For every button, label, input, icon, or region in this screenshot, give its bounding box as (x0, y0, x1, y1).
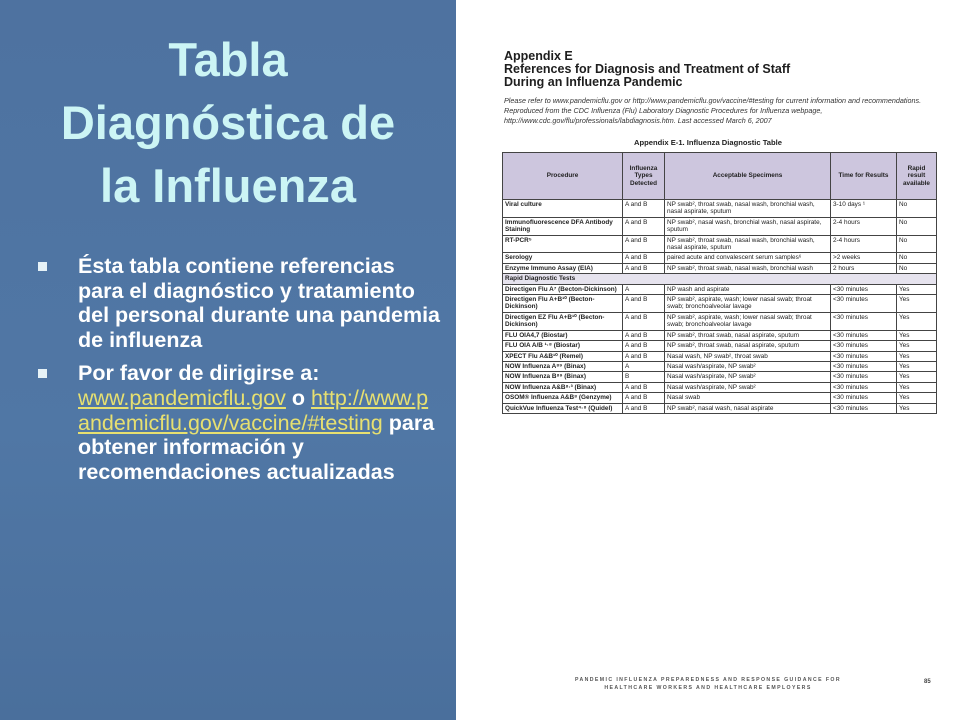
bullet-text-connector: o (285, 385, 312, 410)
section-label: Rapid Diagnostic Tests (503, 274, 937, 284)
cell-types: A and B (623, 200, 665, 218)
title-line: Diagnóstica de (60, 96, 396, 149)
table-row (503, 253, 937, 263)
cell-procedure: Enzyme Immuno Assay (EIA) (503, 263, 623, 273)
appendix-heading-line: References for Diagnosis and Treatment of Staff (504, 62, 791, 76)
cell-procedure: RT-PCR⁵ (503, 235, 623, 253)
bullet-text: Ésta tabla contiene referencias para el diagnóstico y tratamiento del personal durante una pandemia de influenza (78, 254, 440, 352)
table-row (503, 330, 937, 340)
appendix-note: Please refer to www.pandemicflu.gov or http://www.pandemicflu.gov/vaccine/#testing for current information and recommendations. Reproduced from the CDC Influenza (Flu) Laboratory Diagnostic Procedures for Influenza webpage, http://www.cdc.gov/flu/professionals/labdiagnosis.htm. Last accessed March 6, 2007 (504, 96, 922, 126)
cell-time: >2 weeks (831, 253, 897, 263)
cell-specimens: NP swab², nasal wash, bronchial wash, nasal aspirate, sputum (665, 217, 831, 235)
cell-specimens: Nasal wash/aspirate, NP swab² (665, 372, 831, 382)
table-row (503, 372, 937, 382)
table-row (503, 351, 937, 361)
cell-procedure: Viral culture (503, 200, 623, 218)
table-caption: Appendix E-1. Influenza Diagnostic Table (634, 138, 782, 147)
cell-rapid: Yes (897, 393, 937, 403)
cell-procedure: NOW Influenza B⁸⁹ (Binax) (503, 372, 623, 382)
slide-text-panel (0, 0, 456, 720)
cell-time: <30 minutes (831, 341, 897, 351)
cell-rapid: Yes (897, 295, 937, 313)
cell-types: A and B (623, 330, 665, 340)
cell-types: A and B (623, 351, 665, 361)
table-row (503, 361, 937, 371)
cell-specimens: Nasal wash/aspirate, NP swab² (665, 361, 831, 371)
appendix-heading-line: During an Influenza Pandemic (504, 75, 683, 89)
influenza-diagnostic-table (502, 152, 937, 414)
cell-time: <30 minutes (831, 393, 897, 403)
cell-types: A and B (623, 312, 665, 330)
bullet-text-suffix: para obtener información y recomendaciones actualizadas (78, 410, 435, 484)
table-row (503, 284, 937, 294)
cell-procedure: Immunofluorescence DFA Antibody Staining (503, 217, 623, 235)
cell-specimens: NP swab², aspirate, wash; lower nasal swab; throat swab; bronchoalveolar lavage (665, 312, 831, 330)
cell-procedure: Serology (503, 253, 623, 263)
footer-line: PANDEMIC INFLUENZA PREPAREDNESS AND RESPONSE GUIDANCE FOR (575, 677, 841, 683)
cell-procedure: FLU OIA4,7 (Biostar) (503, 330, 623, 340)
cell-rapid: Yes (897, 330, 937, 340)
cell-specimens: NP wash and aspirate (665, 284, 831, 294)
appendix-heading-line: Appendix E (504, 49, 573, 63)
cell-rapid: Yes (897, 312, 937, 330)
cell-rapid: No (897, 200, 937, 218)
title-line: Tabla (168, 33, 288, 86)
cell-time: <30 minutes (831, 372, 897, 382)
title-line: la Influenza (100, 159, 356, 212)
table-row (503, 295, 937, 313)
cell-types: A and B (623, 253, 665, 263)
cell-rapid: No (897, 217, 937, 235)
square-bullet-icon (38, 262, 47, 271)
cell-specimens: NP swab², throat swab, nasal aspirate, sputum (665, 330, 831, 340)
page-number: 85 (924, 679, 931, 685)
cell-procedure: Directigen Flu A+B¹⁰ (Becton-Dickinson) (503, 295, 623, 313)
column-header: Rapid result available (897, 153, 937, 200)
cell-time: 2-4 hours (831, 217, 897, 235)
document-footer (456, 676, 960, 692)
cell-time: <30 minutes (831, 361, 897, 371)
table-row (503, 200, 937, 218)
cell-types: A and B (623, 217, 665, 235)
footer-line: HEALTHCARE WORKERS AND HEALTHCARE EMPLOYERS (604, 685, 812, 691)
cell-specimens: NP swab², throat swab, nasal wash, bronchial wash (665, 263, 831, 273)
cell-procedure: Directigen EZ Flu A+B¹⁰ (Becton-Dickinson) (503, 312, 623, 330)
cell-types: A and B (623, 263, 665, 273)
column-header: Influenza Types Detected (623, 153, 665, 200)
cell-specimens: paired acute and convalescent serum samples⁶ (665, 253, 831, 263)
column-header: Procedure (503, 153, 623, 200)
table-row (503, 235, 937, 253)
square-bullet-icon (38, 369, 47, 378)
cell-rapid: No (897, 263, 937, 273)
cell-types: A and B (623, 235, 665, 253)
cell-procedure: XPECT Flu A&B¹⁰ (Remel) (503, 351, 623, 361)
cell-time: <30 minutes (831, 403, 897, 413)
cell-types: A and B (623, 295, 665, 313)
bullet-list (40, 254, 440, 493)
cell-types: A and B (623, 341, 665, 351)
table-row (503, 263, 937, 273)
cell-rapid: Yes (897, 284, 937, 294)
cell-types: A (623, 284, 665, 294)
cell-time: <30 minutes (831, 312, 897, 330)
table-section-row (503, 274, 937, 284)
cell-types: A and B (623, 393, 665, 403)
document-image-panel (456, 0, 960, 720)
table-row (503, 217, 937, 235)
cell-time: <30 minutes (831, 330, 897, 340)
cell-time: <30 minutes (831, 295, 897, 313)
table-row (503, 312, 937, 330)
cell-types: A and B (623, 403, 665, 413)
cell-rapid: Yes (897, 382, 937, 392)
cell-specimens: Nasal swab (665, 393, 831, 403)
table-row (503, 403, 937, 413)
cell-rapid: Yes (897, 361, 937, 371)
pandemicflu-link[interactable]: www.pandemicflu.gov (78, 385, 286, 410)
cell-specimens: NP swab², throat swab, nasal aspirate, sputum (665, 341, 831, 351)
cell-time: <30 minutes (831, 382, 897, 392)
table-body (503, 200, 937, 414)
cell-specimens: NP swab², aspirate, wash; lower nasal swab; throat swab; bronchoalveolar lavage (665, 295, 831, 313)
cell-rapid: Yes (897, 341, 937, 351)
cell-types: B (623, 372, 665, 382)
slide-title (0, 28, 456, 217)
cell-time: <30 minutes (831, 284, 897, 294)
cell-procedure: OSOM® Influenza A&B⁸ (Genzyme) (503, 393, 623, 403)
cell-specimens: Nasal wash, NP swab², throat swab (665, 351, 831, 361)
cell-rapid: Yes (897, 372, 937, 382)
cell-time: <30 minutes (831, 351, 897, 361)
cell-rapid: Yes (897, 403, 937, 413)
cell-time: 2-4 hours (831, 235, 897, 253)
cell-procedure: NOW Influenza A&B⁸·³ (Binax) (503, 382, 623, 392)
table-row (503, 382, 937, 392)
cell-specimens: NP swab², throat swab, nasal wash, bronchial wash, nasal aspirate, sputum (665, 235, 831, 253)
bullet-item (40, 361, 440, 484)
bullet-item (40, 254, 440, 352)
cell-procedure: QuickVue Influenza Test⁴·⁸ (Quidel) (503, 403, 623, 413)
cell-specimens: NP swab², throat swab, nasal wash, bronchial wash, nasal aspirate, sputum (665, 200, 831, 218)
cell-time: 2 hours (831, 263, 897, 273)
table-row (503, 393, 937, 403)
column-header: Time for Results (831, 153, 897, 200)
cell-time: 3-10 days ¹ (831, 200, 897, 218)
cell-rapid: No (897, 235, 937, 253)
column-header: Acceptable Specimens (665, 153, 831, 200)
cell-specimens: NP swab², nasal wash, nasal aspirate (665, 403, 831, 413)
cell-rapid: No (897, 253, 937, 263)
cell-rapid: Yes (897, 351, 937, 361)
table-row (503, 341, 937, 351)
bullet-text-prefix: Por favor de dirigirse a: (78, 361, 320, 386)
table-header-row (503, 153, 937, 200)
vaccine-testing-link[interactable]: http://www.pandemicflu.gov/vaccine/#testing (78, 385, 429, 435)
cell-types: A (623, 361, 665, 371)
cell-procedure: FLU OIA A/B ¹·⁸ (Biostar) (503, 341, 623, 351)
cell-procedure: NOW Influenza A⁸⁹ (Binax) (503, 361, 623, 371)
cell-specimens: Nasal wash/aspirate, NP swab² (665, 382, 831, 392)
appendix-heading (504, 50, 790, 89)
cell-types: A and B (623, 382, 665, 392)
cell-procedure: Directigen Flu A⁷ (Becton-Dickinson) (503, 284, 623, 294)
